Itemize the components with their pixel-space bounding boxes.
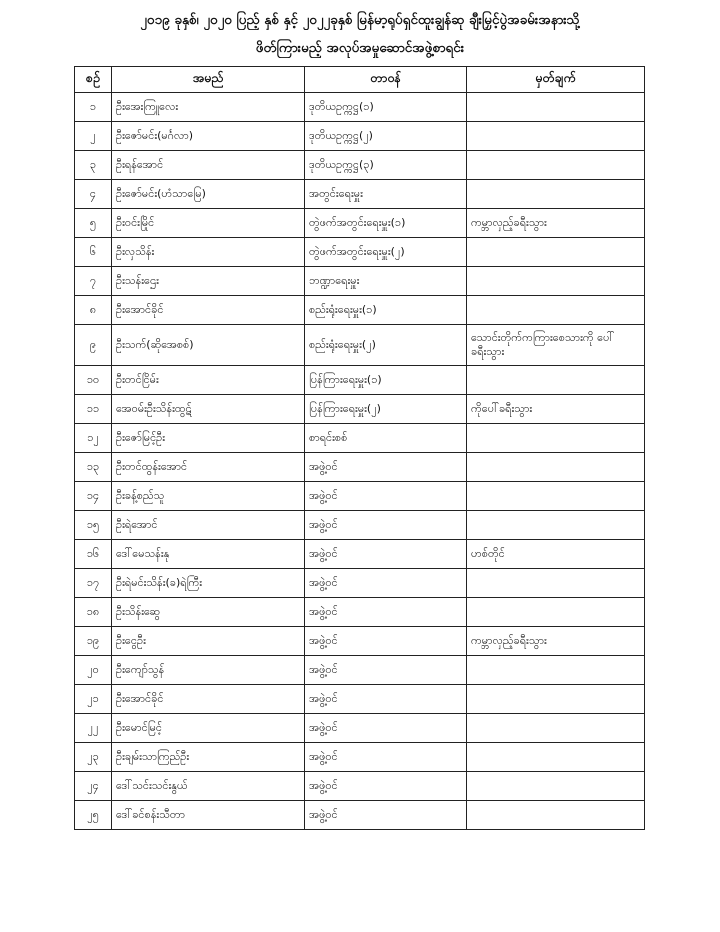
member-remark	[467, 93, 645, 122]
member-position: အဖွဲ့ဝင်	[305, 569, 467, 598]
table-row	[75, 598, 645, 627]
table-header-row	[75, 67, 645, 93]
table-row	[75, 685, 645, 714]
member-position: ဒုတိယဥက္ကဋ္ဌ(၃)	[305, 151, 467, 180]
member-position: တွဲဖက်အတွင်းရေးမှူး(၁)	[305, 209, 467, 238]
member-remark	[467, 151, 645, 180]
member-remark	[467, 656, 645, 685]
member-position: အဖွဲ့ဝင်	[305, 743, 467, 772]
member-name: ဦးခန့်စည်သူ	[112, 482, 305, 511]
table-row	[75, 93, 645, 122]
member-remark	[467, 511, 645, 540]
row-number: ၂၅	[75, 801, 112, 830]
table-row	[75, 743, 645, 772]
row-number: ၂၀	[75, 656, 112, 685]
member-remark	[467, 180, 645, 209]
member-remark	[467, 569, 645, 598]
table-row	[75, 511, 645, 540]
row-number: ၁၇	[75, 569, 112, 598]
table-row	[75, 366, 645, 395]
document-title-line-2: ဖိတ်ကြားမည့် အလုပ်အမှုဆောင်အဖွဲ့စာရင်း	[255, 40, 465, 56]
row-number: ၂၃	[75, 743, 112, 772]
table-row	[75, 569, 645, 598]
row-number: ၁၀	[75, 366, 112, 395]
member-name: ဦးသိန်းဆွေ	[112, 598, 305, 627]
member-position: အဖွဲ့ဝင်	[305, 656, 467, 685]
row-number: ၁၅	[75, 511, 112, 540]
table-row	[75, 267, 645, 296]
member-remark	[467, 267, 645, 296]
member-name: ဦးအောင်ခိုင်	[112, 296, 305, 325]
header-remark: မှတ်ချက်	[467, 67, 645, 93]
member-remark	[467, 743, 645, 772]
member-position: စည်းရုံးရေးမှူး(၁)	[305, 296, 467, 325]
member-remark: သောင်းတိုက်ကကြားစေသားကို ပေါ်ခရီးသွား	[467, 325, 645, 366]
row-number: ၂၁	[75, 685, 112, 714]
member-name: ဦးအောင်ခိုင်	[112, 685, 305, 714]
table-row	[75, 395, 645, 424]
member-position: ဒုတိယဥက္ကဋ္ဌ(၁)	[305, 93, 467, 122]
member-name: ဦးမောင်မြင့်	[112, 714, 305, 743]
row-number: ၁	[75, 93, 112, 122]
table-row	[75, 296, 645, 325]
row-number: ၅	[75, 209, 112, 238]
member-position: အဖွဲ့ဝင်	[305, 540, 467, 569]
row-number: ၁၁	[75, 395, 112, 424]
member-remark	[467, 296, 645, 325]
row-number: ၃	[75, 151, 112, 180]
member-position: ဘဏ္ဍာရေးမှူး	[305, 267, 467, 296]
member-remark: ကိုပေါ်ခရီးသွား	[467, 395, 645, 424]
committee-table	[74, 66, 645, 830]
table-row	[75, 772, 645, 801]
member-name: ဒေါ်မေသန်းနု	[112, 540, 305, 569]
table-row	[75, 209, 645, 238]
row-number: ၁၆	[75, 540, 112, 569]
member-position: တွဲဖက်အတွင်းရေးမှူး(၂)	[305, 238, 467, 267]
table-row	[75, 151, 645, 180]
table-row	[75, 180, 645, 209]
member-remark	[467, 714, 645, 743]
member-name: ဦးဇော်မင်း(မင်္ဂလာ)	[112, 122, 305, 151]
table-body	[75, 93, 645, 830]
table-row	[75, 238, 645, 267]
row-number: ၆	[75, 238, 112, 267]
member-remark: ကမ္ဘာလှည့်ခရီးသွား	[467, 209, 645, 238]
member-name: ဦးတင်ငြိမ်း	[112, 366, 305, 395]
member-remark: ဟစ်တိုင်	[467, 540, 645, 569]
member-name: ဦးဇော်မင်း(ဟံသာမြေ)	[112, 180, 305, 209]
row-number: ၁၈	[75, 598, 112, 627]
table-row	[75, 540, 645, 569]
table-row	[75, 453, 645, 482]
member-remark: ကမ္ဘာလှည့်ခရီးသွား	[467, 627, 645, 656]
header-position: တာဝန်	[305, 67, 467, 93]
member-remark	[467, 482, 645, 511]
row-number: ၁၉	[75, 627, 112, 656]
member-remark	[467, 685, 645, 714]
member-position: စာရင်းစစ်	[305, 424, 467, 453]
member-position: ပြန်ကြားရေးမှူး(၁)	[305, 366, 467, 395]
member-remark	[467, 453, 645, 482]
member-remark	[467, 122, 645, 151]
member-name: ဦးအေးကြူလေး	[112, 93, 305, 122]
member-position: အတွင်းရေးမှူး	[305, 180, 467, 209]
row-number: ၂၄	[75, 772, 112, 801]
table-row	[75, 656, 645, 685]
member-name: ဦးချမ်းသာကြည်ဦး	[112, 743, 305, 772]
member-remark	[467, 424, 645, 453]
member-name: ဦးရန်အောင်	[112, 151, 305, 180]
row-number: ၇	[75, 267, 112, 296]
member-position: အဖွဲ့ဝင်	[305, 772, 467, 801]
member-name: ဦးဝင်းမြိုင်	[112, 209, 305, 238]
document-title-line-1: ၂၀၁၉ ခုနှစ်၊ ၂၀၂၀ ပြည့် နှစ် နှင့် ၂၀၂၂ခုနှစ် မြန်မာ့ရုပ်ရှင်ထူးချွန်ဆု ချီးမြှင့်ပွဲအခမ်းအနားသို့	[140, 12, 580, 28]
row-number: ၄	[75, 180, 112, 209]
row-number: ၁၂	[75, 424, 112, 453]
header-number: စဉ်	[75, 67, 112, 93]
member-name: ဦးရဲမင်းသိန်း(ခ)ရဲကြီး	[112, 569, 305, 598]
member-name: ဦးသန်းဌေး	[112, 267, 305, 296]
row-number: ၂၂	[75, 714, 112, 743]
member-name: ဦးတင်ထွန်းအောင်	[112, 453, 305, 482]
member-position: အဖွဲ့ဝင်	[305, 511, 467, 540]
member-position: အဖွဲ့ဝင်	[305, 685, 467, 714]
member-name: ဦးလှသိန်း	[112, 238, 305, 267]
row-number: ၁၃	[75, 453, 112, 482]
member-position: အဖွဲ့ဝင်	[305, 482, 467, 511]
member-position: ဒုတိယဥက္ကဋ္ဌ(၂)	[305, 122, 467, 151]
table-row	[75, 627, 645, 656]
table-row	[75, 122, 645, 151]
member-remark	[467, 801, 645, 830]
member-remark	[467, 366, 645, 395]
member-position: အဖွဲ့ဝင်	[305, 801, 467, 830]
table-row	[75, 801, 645, 830]
table-row	[75, 714, 645, 743]
member-position: အဖွဲ့ဝင်	[305, 598, 467, 627]
member-name: ဦးသက်(ဆိုအေစစ်)	[112, 325, 305, 366]
row-number: ၁၄	[75, 482, 112, 511]
row-number: ၂	[75, 122, 112, 151]
member-position: အဖွဲ့ဝင်	[305, 627, 467, 656]
member-position: အဖွဲ့ဝင်	[305, 453, 467, 482]
member-remark	[467, 772, 645, 801]
member-remark	[467, 598, 645, 627]
member-name: ဒေါ်ခင်စန်းသီတာ	[112, 801, 305, 830]
member-remark	[467, 238, 645, 267]
member-name: အေဝမ်းဦးသိန်းထွဋ်	[112, 395, 305, 424]
member-position: ပြန်ကြားရေးမှူး(၂)	[305, 395, 467, 424]
member-name: ဦးကျော်သွန်	[112, 656, 305, 685]
member-position: စည်းရုံးရေးမှူး(၂)	[305, 325, 467, 366]
member-position: အဖွဲ့ဝင်	[305, 714, 467, 743]
member-name: ဦးဇော်မြင့်ဦး	[112, 424, 305, 453]
header-name: အမည်	[112, 67, 305, 93]
table-row	[75, 482, 645, 511]
table-row	[75, 424, 645, 453]
member-name: ဦးငွေဦး	[112, 627, 305, 656]
member-name: ဒေါ်သင်းသင်းနွယ်	[112, 772, 305, 801]
row-number: ၉	[75, 325, 112, 366]
row-number: ၈	[75, 296, 112, 325]
member-name: ဦးရဲအောင်	[112, 511, 305, 540]
table-row	[75, 325, 645, 366]
